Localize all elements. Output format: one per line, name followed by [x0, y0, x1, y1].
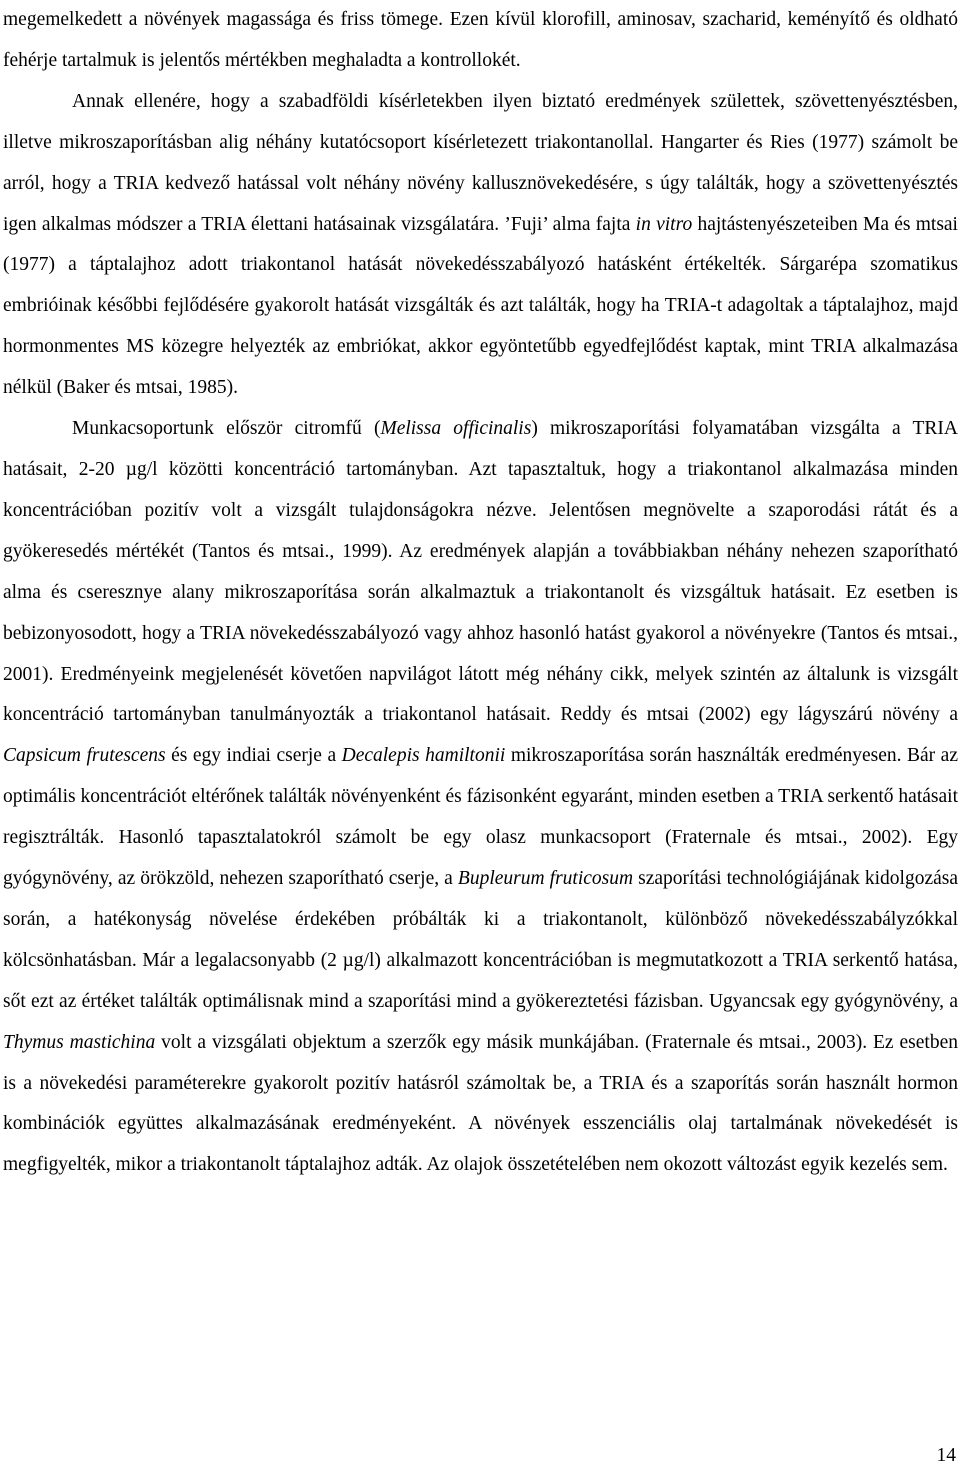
italic-term: Capsicum frutescens — [3, 745, 166, 767]
italic-term: Bupleurum fruticosum — [457, 868, 634, 890]
italic-term: in vitro — [635, 213, 693, 235]
italic-term: Melissa officinalis — [380, 418, 532, 440]
text-run: szaporítási technológiájának kidolgozása során, a hatékonyság növelése érdekében próbálták ki a triakontanolt, különböző növekedésszabályzókkal kölcsönhatásban. Már a legalacsonyabb (2 µg/l) alkalmazott koncentrációban is megmutatkozott a TRIA serkentő hatása, sőt ezt az értéket találták optimálisnak mind a szaporítási mind a gyökereztetési fázisban. Ugyancsak egy gyógynövény, a — [3, 868, 959, 1012]
text-run: Annak ellenére, hogy a szabadföldi kísérletekben ilyen biztató eredmények születtek, szövettenyésztésben, illetve mikroszaporításban alig néhány kutatócsoport kísérletezett triakontanollal. Hangarter és Ries (1977) számolt be arról, hogy a TRIA kedvező hatással volt néhány növény kallusznövekedésére, s úgy találták, hogy a szövettenyésztés igen alkalmas módszer a TRIA élettani hatásainak vizsgálatára. ’Fuji’ alma fajta — [3, 90, 958, 235]
italic-term: Thymus mastichina — [3, 1031, 156, 1053]
paragraph-research-group — [3, 409, 958, 1186]
text-run: Munkacsoportunk először citromfű ( — [72, 418, 381, 440]
text-run: mikroszaporítása során használták eredményesen. Bár az optimális koncentrációt eltérőnek találták növényenként és fázisonként egyaránt, minden esetben a TRIA serkentő hatásait regisztrálták. Hasonló tapasztalatokról számolt be egy olasz munkacsoport (Fraternale és mtsai., 2002). Egy gyógynövény, az örökzöld, nehezen szaporítható cserje, a — [3, 745, 958, 890]
text-run: és egy indiai cserje a — [165, 745, 342, 767]
paragraph-field-trials — [3, 82, 958, 409]
text-run: megemelkedett a növények magassága és friss tömege. Ezen kívül klorofill, aminosav, szacharid, keményítő és oldható fehérje tartalmuk is jelentős mértékben meghaladta a kontrollokét. — [3, 9, 958, 71]
page-number: 14 — [936, 1445, 956, 1466]
text-run: ) mikroszaporítási folyamatában vizsgálta a TRIA hatásait, 2-20 µg/l közötti koncentráció tartományban. Azt tapasztaltuk, hogy a triakontanol alkalmazása minden koncentrációban pozitív volt a vizsgált tulajdonságokra nézve. Jelentősen megnövelte a szaporodási rátát és a gyökeresedés mértékét (Tantos és mtsai., 1999). Az eredmények alapján a továbbiakban néhány nehezen szaporítható alma és cseresznye alany mikroszaporítása során alkalmaztuk a triakontanolt és vizsgáltuk hatásait. Ez esetben is bebizonyosodott, hogy a TRIA növekedésszabályozó vagy ahhoz hasonló hatást gyakorol a növényekre (Tantos és mtsai., 2001). Eredményeink megjelenését követően napvilágot látott még néhány cikk, melyek szintén az általunk is vizsgált koncentráció tartományban tanulmányozták a triakontanol hatásait. Reddy és mtsai (2002) egy lágyszárú növény a — [3, 418, 958, 726]
body-text — [3, 0, 958, 1186]
paragraph-continuation — [3, 0, 958, 82]
italic-term: Decalepis hamiltonii — [341, 745, 506, 767]
text-run: hajtástenyészeteiben Ma és mtsai (1977) a táptalajhoz adott triakontanol hatását növekedésszabályozó hatásként értékelték. Sárgarépa szomatikus embrióinak későbbi fejlődésére gyakorolt hatását vizsgálták és azt találták, hogy ha TRIA-t adagoltak a táptalajhoz, majd hormonmentes MS közegre helyezték az embriókat, akkor egyöntetűbb egyedfejlődést kaptak, mint TRIA alkalmazása nélkül (Baker és mtsai, 1985). — [3, 213, 958, 399]
text-run: volt a vizsgálati objektum a szerzők egy másik munkájában. (Fraternale és mtsai., 2003). Ez esetben is a növekedési paraméterekre gyakorolt pozitív hatásról számoltak be, a TRIA és a szaporítás során használt hormon kombinációk együttes alkalmazásának eredményeként. A növények esszenciális olaj tartalmának növekedését is megfigyelték, mikor a triakontanolt táptalajhoz adták. Az olajok összetételében nem okozott változást egyik kezelés sem. — [3, 1031, 959, 1176]
